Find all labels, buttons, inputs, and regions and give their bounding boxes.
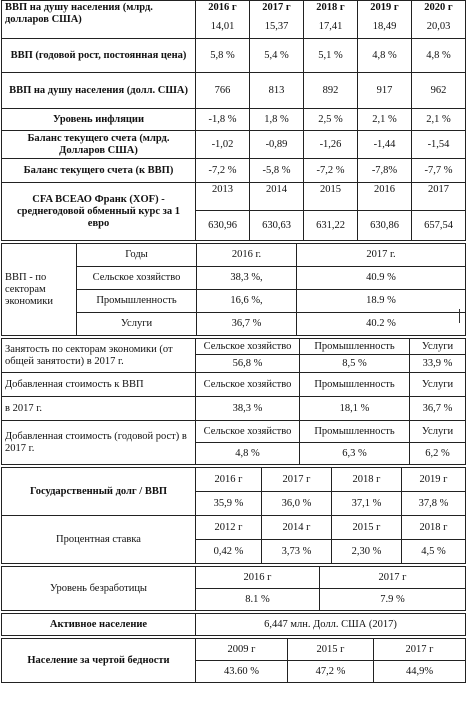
- sector-header: Промышленность: [300, 339, 410, 355]
- macro-row-label: ВВП (годовой рост, постоянная цена): [2, 39, 196, 73]
- table-cell: 0,42 %: [196, 540, 262, 564]
- table-cell: 6,3 %: [300, 443, 410, 465]
- interest-year: 2014 г: [262, 516, 332, 540]
- macro-row: [2, 131, 466, 159]
- year-header: [250, 1, 304, 39]
- sectors-table: [1, 243, 466, 336]
- table-cell: -5,8 %: [250, 159, 304, 183]
- table-cell: 17,41: [318, 21, 343, 32]
- cfa-value: 657,54: [412, 211, 466, 241]
- cfa-year: 2015: [304, 183, 358, 211]
- value-added-label-1: Добавленная стоимость к ВВП: [2, 373, 196, 397]
- poverty-year: 2017 г: [374, 639, 466, 661]
- value-added-label-2: в 2017 г.: [2, 397, 196, 421]
- sectors-years-label: Годы: [77, 244, 197, 267]
- interest-year: 2012 г: [196, 516, 262, 540]
- value-added-value-row: [2, 397, 466, 421]
- table-cell: 15,37: [264, 21, 289, 32]
- table-cell: 813: [250, 73, 304, 109]
- macro-row-label: Уровень инфляции: [2, 109, 196, 131]
- sector-header: Услуги: [410, 421, 466, 443]
- interest-year: 2018 г: [402, 516, 466, 540]
- table-cell: 2,5 %: [304, 109, 358, 131]
- macro-row: [2, 39, 466, 73]
- active-population-label: Активное население: [2, 614, 196, 636]
- table-cell: 37,1 %: [332, 492, 402, 516]
- poverty-table: [1, 638, 466, 683]
- cfa-year-row: [2, 183, 466, 211]
- interest-label: Процентная ставка: [2, 516, 196, 564]
- table-cell: 14,01: [210, 21, 235, 32]
- unemployment-table: [1, 566, 466, 611]
- macro-row-label: Баланс текущего счета (к ВВП): [2, 159, 196, 183]
- active-population-row: [2, 614, 466, 636]
- table-cell: 8.1 %: [196, 589, 320, 611]
- macro-row-label: ВВП на душу населения (млрд. долларов США): [2, 1, 196, 39]
- sectors-year-b: 2017 г.: [297, 244, 466, 267]
- table-cell: 2,1 %: [358, 109, 412, 131]
- table-cell: 5,8 %: [196, 39, 250, 73]
- text-cursor: [459, 309, 460, 323]
- sectors-year-a: 2016 г.: [197, 244, 297, 267]
- table-cell: 2,1 %: [412, 109, 466, 131]
- sector-value-b: 18.9 %: [297, 290, 466, 313]
- employment-header-row: [2, 339, 466, 355]
- debt-label: Государственный долг / ВВП: [2, 468, 196, 516]
- macro-row-label: Баланс текущего счета (млрд. Долларов США): [2, 131, 196, 159]
- sector-value-b: 40.2 %: [297, 313, 466, 336]
- table-cell: 4,8 %: [412, 39, 466, 73]
- table-cell: 56,8 %: [196, 355, 300, 373]
- cfa-value: 630,63: [250, 211, 304, 241]
- table-cell: -7,2 %: [196, 159, 250, 183]
- table-cell: 18,49: [372, 21, 397, 32]
- year-header-text: 2017 г: [262, 2, 291, 13]
- unemployment-year-row: [2, 567, 466, 589]
- table-cell: 36,7 %: [410, 397, 466, 421]
- employment-label: Занятость по секторам экономики (от общей занятости) в 2017 г.: [2, 339, 196, 373]
- sector-value-b: 40.9 %: [297, 267, 466, 290]
- debt-year: 2019 г: [402, 468, 466, 492]
- year-header-text: 2020 г: [424, 2, 453, 13]
- table-cell: 4,8 %: [358, 39, 412, 73]
- sector-name: Промышленность: [77, 290, 197, 313]
- year-header-text: 2019 г: [370, 2, 399, 13]
- cfa-year: 2017: [412, 183, 466, 211]
- cfa-value: 630,86: [358, 211, 412, 241]
- table-cell: 3,73 %: [262, 540, 332, 564]
- poverty-year: 2015 г: [288, 639, 374, 661]
- debt-table: [1, 467, 466, 564]
- year-header-text: 2016 г: [208, 2, 237, 13]
- sector-name: Услуги: [77, 313, 197, 336]
- macro-header-row: [2, 1, 466, 39]
- sector-value-a: 38,3 %,: [197, 267, 297, 290]
- year-header: [412, 1, 466, 39]
- sectors-label: ВВП - по секторам экономики: [2, 244, 77, 336]
- table-cell: 36,0 %: [262, 492, 332, 516]
- table-cell: 2,30 %: [332, 540, 402, 564]
- table-cell: -1,8 %: [196, 109, 250, 131]
- table-cell: 5,4 %: [250, 39, 304, 73]
- table-cell: 892: [304, 73, 358, 109]
- table-cell: 20,03: [426, 21, 451, 32]
- sector-header: Промышленность: [300, 421, 410, 443]
- table-cell: 8,5 %: [300, 355, 410, 373]
- employment-table: [1, 338, 466, 465]
- cfa-label: CFA ВСЕАО Франк (XOF) - среднегодовой обменный курс за 1 евро: [2, 183, 196, 241]
- cfa-year: 2014: [250, 183, 304, 211]
- table-cell: 6,2 %: [410, 443, 466, 465]
- table-cell: 47,2 %: [288, 661, 374, 683]
- sector-header: Сельское хозяйство: [196, 421, 300, 443]
- table-cell: 43.60 %: [196, 661, 288, 683]
- unemployment-label: Уровень безработицы: [2, 567, 196, 611]
- sector-value-a: 36,7 %: [197, 313, 297, 336]
- table-cell: -0,89: [250, 131, 304, 159]
- macro-row: [2, 159, 466, 183]
- sector-header: Услуги: [410, 339, 466, 355]
- table-cell: -7,2 %: [304, 159, 358, 183]
- interest-year-row: [2, 516, 466, 540]
- table-cell: 962: [412, 73, 466, 109]
- macro-row: [2, 73, 466, 109]
- table-cell: 37,8 %: [402, 492, 466, 516]
- table-cell: 38,3 %: [196, 397, 300, 421]
- debt-year: 2018 г: [332, 468, 402, 492]
- active-population-value: 6,447 млн. Долл. США (2017): [196, 614, 466, 636]
- macro-row-label: ВВП на душу населения (долл. США): [2, 73, 196, 109]
- va-growth-label: Добавленная стоимость (годовой рост) в 2017 г.: [2, 421, 196, 465]
- sector-header: Промышленность: [300, 373, 410, 397]
- poverty-year-row: [2, 639, 466, 661]
- table-cell: 44,9%: [374, 661, 466, 683]
- table-cell: 766: [196, 73, 250, 109]
- sector-header: Сельское хозяйство: [196, 339, 300, 355]
- active-population-table: [1, 613, 466, 636]
- table-cell: 4,8 %: [196, 443, 300, 465]
- year-header: [196, 1, 250, 39]
- va-growth-header-row: [2, 421, 466, 443]
- sector-value-a: 16,6 %,: [197, 290, 297, 313]
- table-cell: 7.9 %: [320, 589, 466, 611]
- sectors-header-row: [2, 244, 466, 267]
- year-header: [304, 1, 358, 39]
- sector-name: Сельское хозяйство: [77, 267, 197, 290]
- table-cell: -1,44: [358, 131, 412, 159]
- table-cell: -1,02: [196, 131, 250, 159]
- table-cell: -7,8%: [358, 159, 412, 183]
- debt-year: 2017 г: [262, 468, 332, 492]
- table-cell: 18,1 %: [300, 397, 410, 421]
- table-cell: -1,54: [412, 131, 466, 159]
- cfa-year: 2013: [196, 183, 250, 211]
- year-header: [358, 1, 412, 39]
- cfa-value: 630,96: [196, 211, 250, 241]
- macro-table: [1, 0, 466, 241]
- sector-header: Услуги: [410, 373, 466, 397]
- interest-year: 2015 г: [332, 516, 402, 540]
- year-header-text: 2018 г: [316, 2, 345, 13]
- table-cell: 1,8 %: [250, 109, 304, 131]
- unemployment-year: 2017 г: [320, 567, 466, 589]
- debt-year: 2016 г: [196, 468, 262, 492]
- value-added-header-row: [2, 373, 466, 397]
- table-cell: -7,7 %: [412, 159, 466, 183]
- table-cell: 33,9 %: [410, 355, 466, 373]
- table-cell: 4,5 %: [402, 540, 466, 564]
- sector-header: Сельское хозяйство: [196, 373, 300, 397]
- macro-row: [2, 109, 466, 131]
- debt-year-row: [2, 468, 466, 492]
- cfa-year: 2016: [358, 183, 412, 211]
- poverty-label: Население за чертой бедности: [2, 639, 196, 683]
- table-cell: -1,26: [304, 131, 358, 159]
- unemployment-year: 2016 г: [196, 567, 320, 589]
- table-cell: 5,1 %: [304, 39, 358, 73]
- poverty-year: 2009 г: [196, 639, 288, 661]
- table-cell: 917: [358, 73, 412, 109]
- cfa-value: 631,22: [304, 211, 358, 241]
- table-cell: 35,9 %: [196, 492, 262, 516]
